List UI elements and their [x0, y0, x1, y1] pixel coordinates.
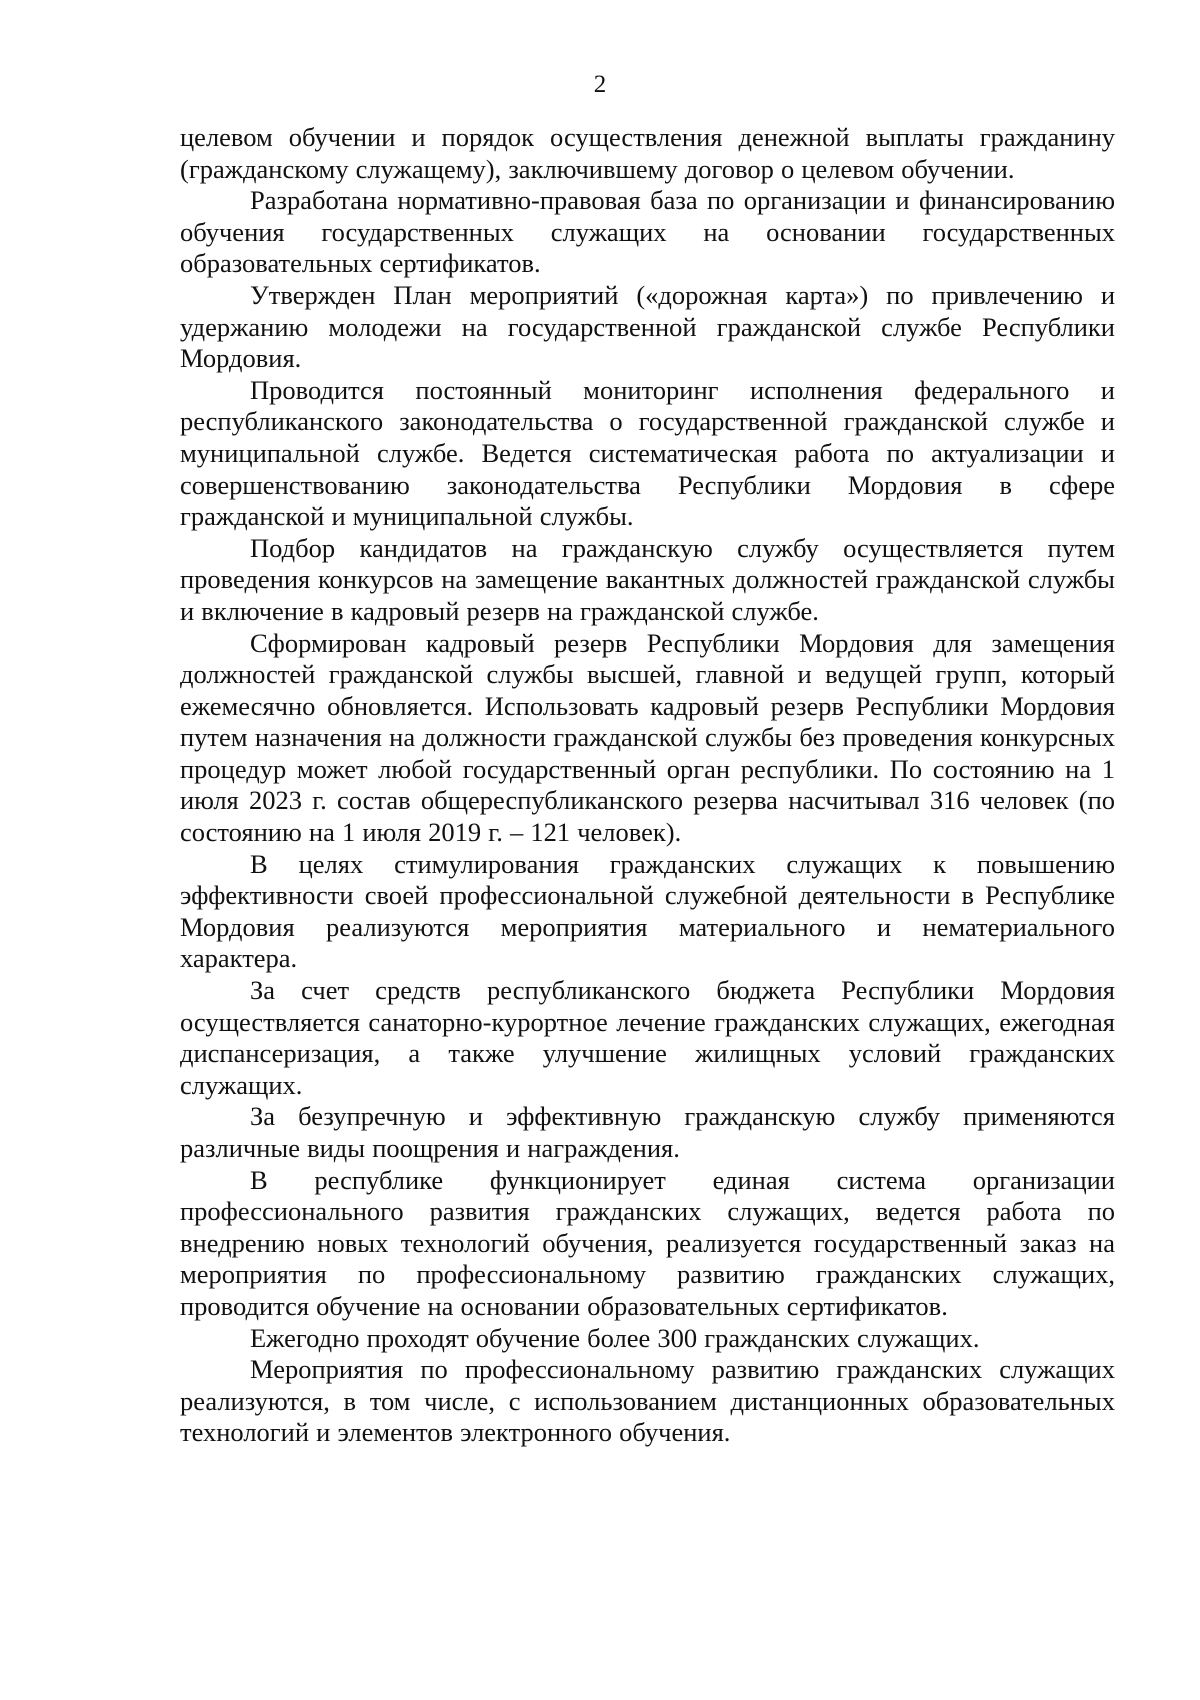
paragraph-distance-learning: Мероприятия по профессиональному развитию гражданских служащих реализуются, в том числе, с использованием дистанционных образовательных технологий и элементов электронного обучения. [180, 1354, 1115, 1448]
paragraph-personnel-reserve: Сформирован кадровый резерв Республики Мордовия для замещения должностей гражданской службы высшей, главной и ведущей групп, который ежемесячно обновляется. Использовать кадровый резерв Республики Мордовия путем назначения на должности гражданской службы без проведения конкурсных процедур может любой государственный орган республики. По состоянию на 1 июля 2023 г. состав общереспубликанского резерва насчитывал 316 человек (по состоянию на 1 июля 2019 г. – 121 человек). [180, 627, 1115, 848]
paragraph-regulatory-base: Разработана нормативно-правовая база по организации и финансированию обучения государственных служащих на основании государственных образовательных сертификатов. [180, 185, 1115, 279]
page-number: 2 [593, 71, 607, 98]
paragraph-annual-training: Ежегодно проходят обучение более 300 гражданских служащих. [250, 1322, 980, 1353]
paragraph-roadmap: Утвержден План мероприятий («дорожная карта») по привлечению и удержанию молодежи на государственной гражданской службе Республики Мордовия. [180, 279, 1115, 374]
paragraph-incentives: В целях стимулирования гражданских служащих к повышению эффективности своей профессиональной служебной деятельности в Республике Мордовия реализуются мероприятия материального и нематериального характера. [180, 848, 1115, 974]
paragraph-awards: За безупречную и эффективную гражданскую службу применяются различные виды поощрения и награждения. [180, 1101, 1115, 1163]
paragraph-professional-development: В республике функционирует единая система организации профессионального развития гражданских служащих, ведется работа по внедрению новых технологий обучения, реализуется государственный заказ на мероприятия по профессиональному развитию гражданских служащих, проводится обучение на основании образовательных сертификатов. [180, 1164, 1115, 1321]
paragraph-continuation: целевом обучении и порядок осуществления денежной выплаты гражданину (гражданскому служащему), заключившему договор о целевом обучении. [180, 122, 1115, 184]
paragraph-monitoring: Проводится постоянный мониторинг исполнения федерального и республиканского законодательства о государственной гражданской службе и муниципальной службе. Ведется систематическая работа по актуализации и совершенствованию законодательства Республики Мордовия в сфере гражданской и муниципальной службы. [180, 374, 1115, 532]
paragraph-social-support: За счет средств республиканского бюджета Республики Мордовия осуществляется санаторно-курортное лечение гражданских служащих, ежегодная диспансеризация, а также улучшение жилищных условий гражданских служащих. [180, 975, 1115, 1100]
document-body [180, 122, 1115, 1449]
paragraph-candidate-selection: Подбор кандидатов на гражданскую службу осуществляется путем проведения конкурсов на замещение вакантных должностей гражданской службы и включение в кадровый резерв на гражданской службе. [180, 532, 1115, 626]
